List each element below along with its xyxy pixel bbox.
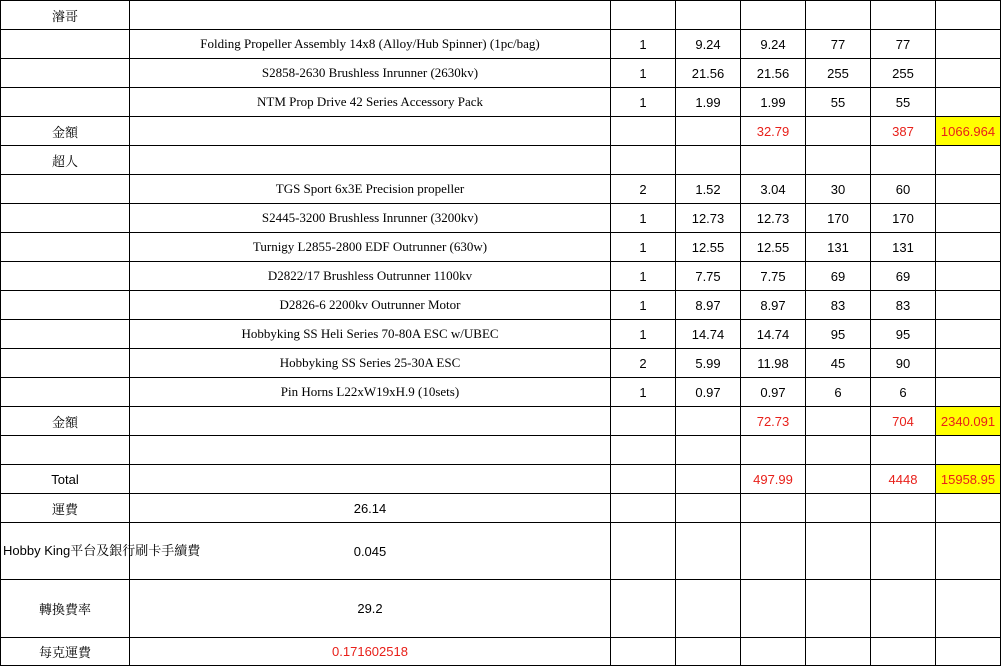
- cell[interactable]: [1, 30, 130, 59]
- cell[interactable]: [936, 320, 1001, 349]
- shipping-label-cell[interactable]: 運費: [1, 494, 130, 523]
- cell[interactable]: [130, 407, 611, 436]
- cell[interactable]: [676, 146, 741, 175]
- cell[interactable]: [871, 638, 936, 666]
- cell[interactable]: [611, 117, 676, 146]
- item-total-weight-cell[interactable]: 83: [871, 291, 936, 320]
- summary-label-cell[interactable]: 金額: [1, 407, 130, 436]
- cell[interactable]: [936, 494, 1001, 523]
- total-weight-cell[interactable]: 4448: [871, 465, 936, 494]
- item-qty-cell[interactable]: 1: [611, 378, 676, 407]
- cell[interactable]: [611, 580, 676, 638]
- cell[interactable]: [130, 146, 611, 175]
- item-price-cell[interactable]: 12.73: [676, 204, 741, 233]
- shipping-value-cell[interactable]: 26.14: [130, 494, 611, 523]
- cell[interactable]: [130, 117, 611, 146]
- item-price-cell[interactable]: 12.55: [676, 233, 741, 262]
- item-subtotal-cell[interactable]: 3.04: [741, 175, 806, 204]
- cell[interactable]: [741, 494, 806, 523]
- item-row: [1, 262, 1001, 291]
- item-subtotal-cell[interactable]: 12.73: [741, 204, 806, 233]
- cell[interactable]: [676, 1, 741, 30]
- item-total-weight-cell[interactable]: 60: [871, 175, 936, 204]
- item-description-cell[interactable]: NTM Prop Drive 42 Series Accessory Pack: [130, 88, 611, 117]
- per-gram-label-cell[interactable]: 每克運費: [1, 638, 130, 666]
- sheet-body: [1, 1, 1001, 666]
- item-price-cell[interactable]: 9.24: [676, 30, 741, 59]
- cell[interactable]: [1, 349, 130, 378]
- item-row: [1, 204, 1001, 233]
- cell[interactable]: [871, 494, 936, 523]
- item-description-cell[interactable]: Hobbyking SS Series 25-30A ESC: [130, 349, 611, 378]
- cell[interactable]: [806, 407, 871, 436]
- cell[interactable]: [936, 146, 1001, 175]
- cell[interactable]: [871, 580, 936, 638]
- summary-subtotal-cell[interactable]: 72.73: [741, 407, 806, 436]
- cell[interactable]: [741, 146, 806, 175]
- cell[interactable]: [936, 436, 1001, 465]
- summary-subtotal-cell[interactable]: 32.79: [741, 117, 806, 146]
- group-summary-row: [1, 407, 1001, 436]
- cell[interactable]: [1, 59, 130, 88]
- cell[interactable]: [741, 1, 806, 30]
- item-subtotal-cell[interactable]: 8.97: [741, 291, 806, 320]
- summary-total-weight-cell[interactable]: 387: [871, 117, 936, 146]
- cell[interactable]: [611, 523, 676, 580]
- cell[interactable]: [806, 638, 871, 666]
- cell[interactable]: [806, 494, 871, 523]
- item-price-cell[interactable]: 21.56: [676, 59, 741, 88]
- cell[interactable]: [130, 1, 611, 30]
- item-total-weight-cell[interactable]: 55: [871, 88, 936, 117]
- cell[interactable]: [741, 523, 806, 580]
- cell[interactable]: [806, 523, 871, 580]
- cell[interactable]: [1, 233, 130, 262]
- cell[interactable]: [871, 146, 936, 175]
- cell[interactable]: [936, 1, 1001, 30]
- item-price-cell[interactable]: 5.99: [676, 349, 741, 378]
- item-price-cell[interactable]: 8.97: [676, 291, 741, 320]
- item-row: [1, 291, 1001, 320]
- item-row: [1, 175, 1001, 204]
- cell[interactable]: [676, 580, 741, 638]
- item-total-weight-cell[interactable]: 170: [871, 204, 936, 233]
- cell[interactable]: [936, 204, 1001, 233]
- footer-row-per-gram: [1, 638, 1001, 666]
- item-weight-cell[interactable]: 69: [806, 262, 871, 291]
- item-description-cell[interactable]: S2858-2630 Brushless Inrunner (2630kv): [130, 59, 611, 88]
- cell[interactable]: [936, 30, 1001, 59]
- cell[interactable]: [676, 117, 741, 146]
- footer-row-fee: [1, 523, 1001, 580]
- total-subtotal-cell[interactable]: 497.99: [741, 465, 806, 494]
- cell[interactable]: [936, 175, 1001, 204]
- fee-label-cell[interactable]: Hobby King平台及銀行刷卡手續費: [1, 523, 130, 580]
- group-summary-row: [1, 117, 1001, 146]
- item-subtotal-cell[interactable]: 1.99: [741, 88, 806, 117]
- item-subtotal-cell[interactable]: 9.24: [741, 30, 806, 59]
- cell[interactable]: [936, 580, 1001, 638]
- item-qty-cell[interactable]: 1: [611, 88, 676, 117]
- item-total-weight-cell[interactable]: 6: [871, 378, 936, 407]
- item-weight-cell[interactable]: 55: [806, 88, 871, 117]
- item-subtotal-cell[interactable]: 7.75: [741, 262, 806, 291]
- item-total-weight-cell[interactable]: 255: [871, 59, 936, 88]
- footer-row-shipping: [1, 494, 1001, 523]
- summary-amount-cell[interactable]: 1066.964: [936, 117, 1001, 146]
- item-weight-cell[interactable]: 131: [806, 233, 871, 262]
- cell[interactable]: [1, 204, 130, 233]
- item-row: [1, 349, 1001, 378]
- item-qty-cell[interactable]: 1: [611, 59, 676, 88]
- item-total-weight-cell[interactable]: 69: [871, 262, 936, 291]
- rate-label-cell[interactable]: 轉換費率: [1, 580, 130, 638]
- cell[interactable]: [936, 88, 1001, 117]
- cell[interactable]: [611, 494, 676, 523]
- cell[interactable]: [936, 523, 1001, 580]
- item-description-cell[interactable]: Pin Horns L22xW19xH.9 (10sets): [130, 378, 611, 407]
- cell[interactable]: [611, 1, 676, 30]
- cell[interactable]: [936, 291, 1001, 320]
- item-subtotal-cell[interactable]: 21.56: [741, 59, 806, 88]
- item-description-cell[interactable]: S2445-3200 Brushless Inrunner (3200kv): [130, 204, 611, 233]
- cell[interactable]: [130, 465, 611, 494]
- item-total-weight-cell[interactable]: 95: [871, 320, 936, 349]
- cell[interactable]: [871, 436, 936, 465]
- item-description-cell[interactable]: Folding Propeller Assembly 14x8 (Alloy/Hub Spinner) (1pc/bag): [130, 30, 611, 59]
- item-qty-cell[interactable]: 1: [611, 291, 676, 320]
- cell[interactable]: [936, 233, 1001, 262]
- total-amount-cell[interactable]: 15958.95: [936, 465, 1001, 494]
- item-row: [1, 88, 1001, 117]
- item-qty-cell[interactable]: 2: [611, 349, 676, 378]
- cell[interactable]: [741, 580, 806, 638]
- cell[interactable]: [1, 436, 130, 465]
- item-row: [1, 320, 1001, 349]
- item-subtotal-cell[interactable]: 12.55: [741, 233, 806, 262]
- summary-amount-cell[interactable]: 2340.091: [936, 407, 1001, 436]
- item-price-cell[interactable]: 7.75: [676, 262, 741, 291]
- group-header-row: [1, 1, 1001, 30]
- footer-row-rate: [1, 580, 1001, 638]
- item-description-cell[interactable]: D2822/17 Brushless Outrunner 1100kv: [130, 262, 611, 291]
- item-total-weight-cell[interactable]: 131: [871, 233, 936, 262]
- item-subtotal-cell[interactable]: 14.74: [741, 320, 806, 349]
- summary-label-cell[interactable]: 金額: [1, 117, 130, 146]
- item-qty-cell[interactable]: 1: [611, 262, 676, 291]
- cell[interactable]: [936, 378, 1001, 407]
- cell[interactable]: [806, 436, 871, 465]
- cell[interactable]: [676, 523, 741, 580]
- item-subtotal-cell[interactable]: 11.98: [741, 349, 806, 378]
- summary-total-weight-cell[interactable]: 704: [871, 407, 936, 436]
- item-price-cell[interactable]: 14.74: [676, 320, 741, 349]
- item-qty-cell[interactable]: 1: [611, 30, 676, 59]
- item-row: [1, 233, 1001, 262]
- cell[interactable]: [676, 407, 741, 436]
- item-description-cell[interactable]: Hobbyking SS Heli Series 70-80A ESC w/UBEC: [130, 320, 611, 349]
- cell[interactable]: [1, 175, 130, 204]
- item-description-cell[interactable]: TGS Sport 6x3E Precision propeller: [130, 175, 611, 204]
- group-name-cell[interactable]: 濬哥: [1, 1, 130, 30]
- item-qty-cell[interactable]: 2: [611, 175, 676, 204]
- total-label-cell[interactable]: Total: [1, 465, 130, 494]
- cell[interactable]: [936, 349, 1001, 378]
- item-row: [1, 59, 1001, 88]
- cell[interactable]: [676, 436, 741, 465]
- cell[interactable]: [806, 117, 871, 146]
- cell[interactable]: [1, 88, 130, 117]
- fee-value-cell[interactable]: 0.045: [130, 523, 611, 580]
- cell[interactable]: [936, 59, 1001, 88]
- item-row: [1, 378, 1001, 407]
- cell[interactable]: [611, 465, 676, 494]
- cell[interactable]: [1, 262, 130, 291]
- item-weight-cell[interactable]: 83: [806, 291, 871, 320]
- cell[interactable]: [871, 523, 936, 580]
- cell[interactable]: [611, 407, 676, 436]
- cell[interactable]: [936, 262, 1001, 291]
- cell[interactable]: [676, 465, 741, 494]
- per-gram-value-cell[interactable]: 0.171602518: [130, 638, 611, 666]
- item-weight-cell[interactable]: 6: [806, 378, 871, 407]
- item-total-weight-cell[interactable]: 77: [871, 30, 936, 59]
- item-total-weight-cell[interactable]: 90: [871, 349, 936, 378]
- rate-value-cell[interactable]: 29.2: [130, 580, 611, 638]
- cell[interactable]: [741, 436, 806, 465]
- cell[interactable]: [611, 146, 676, 175]
- group-header-row: [1, 146, 1001, 175]
- item-qty-cell[interactable]: 1: [611, 233, 676, 262]
- item-qty-cell[interactable]: 1: [611, 204, 676, 233]
- item-row: [1, 30, 1001, 59]
- cell[interactable]: [741, 638, 806, 666]
- cell[interactable]: [1, 378, 130, 407]
- item-description-cell[interactable]: D2826-6 2200kv Outrunner Motor: [130, 291, 611, 320]
- item-price-cell[interactable]: 1.99: [676, 88, 741, 117]
- cell[interactable]: [611, 436, 676, 465]
- cell[interactable]: [806, 465, 871, 494]
- item-description-cell[interactable]: Turnigy L2855-2800 EDF Outrunner (630w): [130, 233, 611, 262]
- cell[interactable]: [676, 494, 741, 523]
- item-weight-cell[interactable]: 170: [806, 204, 871, 233]
- cell[interactable]: [1, 291, 130, 320]
- total-row: [1, 465, 1001, 494]
- item-weight-cell[interactable]: 255: [806, 59, 871, 88]
- empty-row: [1, 436, 1001, 465]
- cell[interactable]: [676, 638, 741, 666]
- cell[interactable]: [871, 1, 936, 30]
- group-name-cell[interactable]: 超人: [1, 146, 130, 175]
- item-weight-cell[interactable]: 95: [806, 320, 871, 349]
- item-subtotal-cell[interactable]: 0.97: [741, 378, 806, 407]
- cell[interactable]: [806, 1, 871, 30]
- item-weight-cell[interactable]: 30: [806, 175, 871, 204]
- item-price-cell[interactable]: 0.97: [676, 378, 741, 407]
- cell[interactable]: [806, 146, 871, 175]
- cell[interactable]: [1, 320, 130, 349]
- cell[interactable]: [611, 638, 676, 666]
- cell[interactable]: [936, 638, 1001, 666]
- item-weight-cell[interactable]: 45: [806, 349, 871, 378]
- item-qty-cell[interactable]: 1: [611, 320, 676, 349]
- item-price-cell[interactable]: 1.52: [676, 175, 741, 204]
- cell[interactable]: [130, 436, 611, 465]
- item-weight-cell[interactable]: 77: [806, 30, 871, 59]
- cell[interactable]: [806, 580, 871, 638]
